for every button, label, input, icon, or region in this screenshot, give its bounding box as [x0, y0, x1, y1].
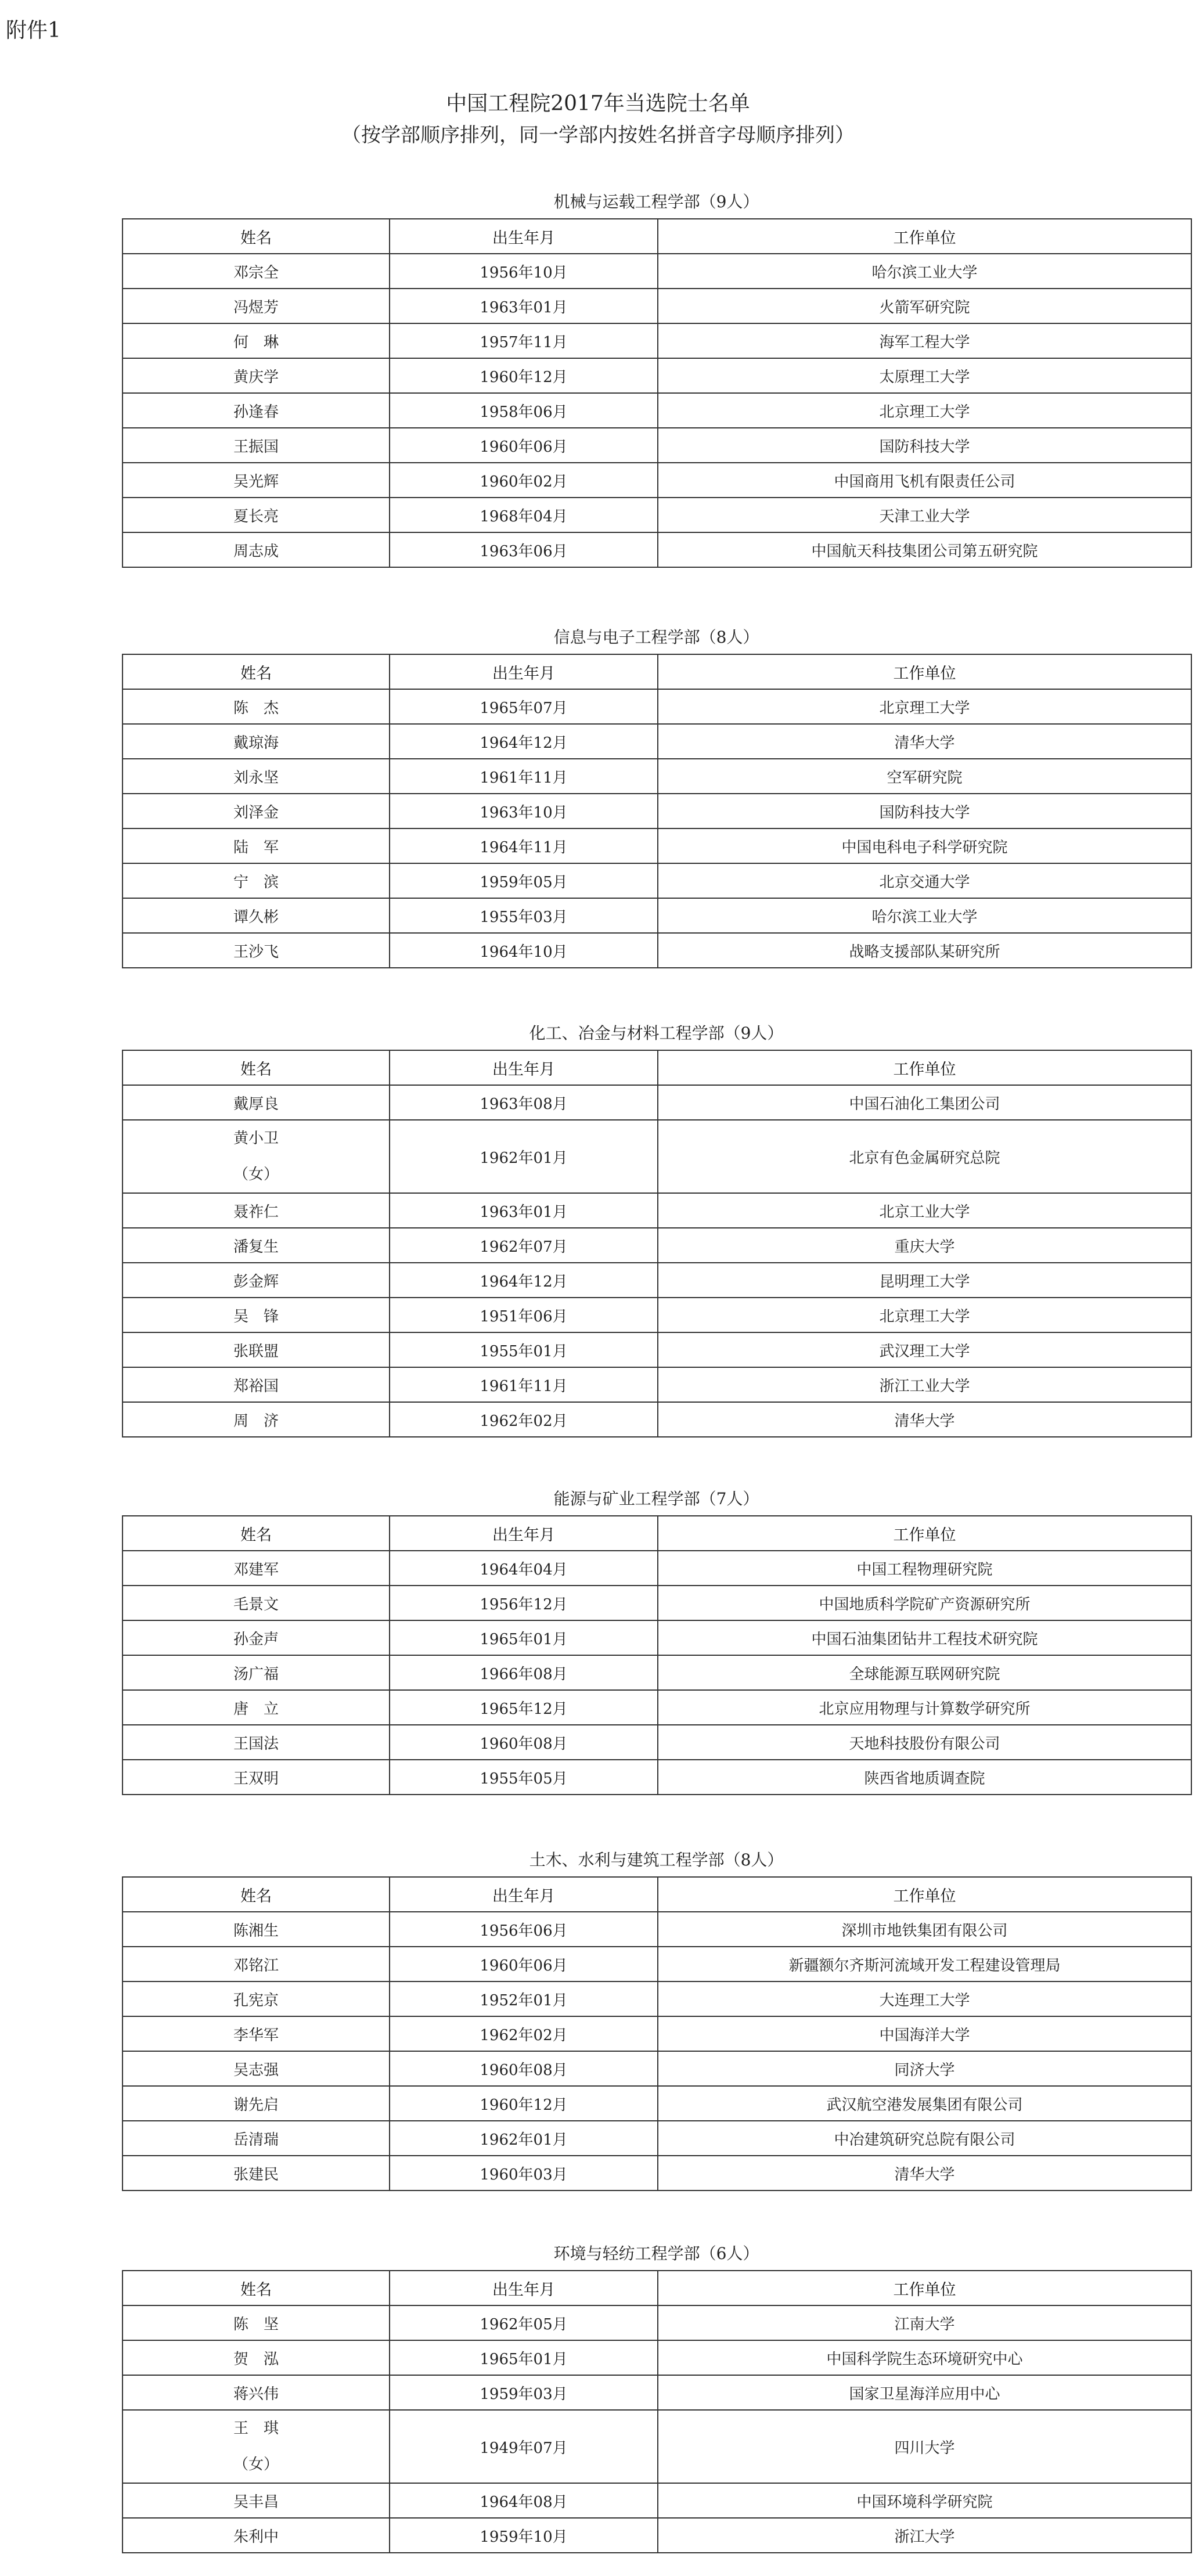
member-work-unit: 中国科学院生态环境研究中心: [658, 2340, 1191, 2375]
member-name: 岳清瑞: [123, 2121, 390, 2156]
member-name: 贺 泓: [123, 2340, 390, 2375]
table-row: [123, 1947, 1191, 1981]
member-name-text: 王 琪: [233, 2420, 279, 2437]
member-work-unit: 中国商用飞机有限责任公司: [658, 463, 1191, 498]
member-work-unit: 中国石油集团钻井工程技术研究院: [658, 1620, 1191, 1655]
table-row: [123, 393, 1191, 428]
member-birth-date: 1964年11月: [390, 828, 658, 863]
member-birth-date: 1962年07月: [390, 1228, 658, 1263]
member-table: [122, 2270, 1192, 2553]
member-birth-date: 1961年11月: [390, 759, 658, 794]
column-header-name: 姓名: [123, 1877, 390, 1912]
member-name: 戴厚良: [123, 1085, 390, 1120]
table-row: [123, 863, 1191, 898]
member-work-unit: 战略支援部队某研究所: [658, 933, 1191, 968]
member-work-unit: 重庆大学: [658, 1228, 1191, 1263]
member-name: [123, 2410, 390, 2483]
table-row: [123, 933, 1191, 968]
column-header-name: 姓名: [123, 654, 390, 689]
member-birth-date: 1960年08月: [390, 2051, 658, 2086]
member-name: 何 琳: [123, 323, 390, 358]
table-row: [123, 2483, 1191, 2518]
member-birth-date: 1960年12月: [390, 358, 658, 393]
table-header-row: [123, 1516, 1191, 1551]
member-name: 周志成: [123, 532, 390, 567]
table-header-row: [123, 219, 1191, 254]
member-work-unit: 哈尔滨工业大学: [658, 898, 1191, 933]
table-row: [123, 2051, 1191, 2086]
member-table: [122, 218, 1192, 568]
member-birth-date: 1960年08月: [390, 1725, 658, 1760]
member-birth-date: 1964年08月: [390, 2483, 658, 2518]
member-work-unit: 陕西省地质调查院: [658, 1760, 1191, 1795]
member-name: [123, 1120, 390, 1193]
member-birth-date: 1951年06月: [390, 1298, 658, 1332]
member-name: 刘永坚: [123, 759, 390, 794]
member-birth-date: 1952年01月: [390, 1981, 658, 2016]
column-header-name: 姓名: [123, 1050, 390, 1085]
column-header-unit: 工作单位: [658, 1877, 1191, 1912]
table-row: [123, 254, 1191, 289]
column-header-birth: 出生年月: [390, 1516, 658, 1551]
member-work-unit: 北京交通大学: [658, 863, 1191, 898]
table-row: [123, 1655, 1191, 1690]
member-work-unit: 中国工程物理研究院: [658, 1551, 1191, 1586]
table-row: [123, 828, 1191, 863]
table-row: [123, 724, 1191, 759]
member-birth-date: 1964年04月: [390, 1551, 658, 1586]
member-name: 陈 坚: [123, 2305, 390, 2340]
member-work-unit: 北京理工大学: [658, 689, 1191, 724]
member-name: 吴光辉: [123, 463, 390, 498]
table-row: [123, 1263, 1191, 1298]
member-name: 王双明: [123, 1760, 390, 1795]
member-work-unit: 海军工程大学: [658, 323, 1191, 358]
member-name: 陆 军: [123, 828, 390, 863]
column-header-unit: 工作单位: [658, 1050, 1191, 1085]
member-name: 李华军: [123, 2016, 390, 2051]
member-birth-date: 1964年10月: [390, 933, 658, 968]
section-title: 土木、水利与建筑工程学部（8人）: [529, 1850, 784, 1869]
member-birth-date: 1968年04月: [390, 498, 658, 532]
table-row: [123, 1193, 1191, 1228]
member-birth-date: 1955年01月: [390, 1332, 658, 1367]
member-birth-date: 1964年12月: [390, 1263, 658, 1298]
member-name: 黄庆学: [123, 358, 390, 393]
member-name: 毛景文: [123, 1586, 390, 1620]
member-work-unit: 中国电科电子科学研究院: [658, 828, 1191, 863]
table-row: [123, 2518, 1191, 2553]
table-row: [123, 2086, 1191, 2121]
member-work-unit: 中国海洋大学: [658, 2016, 1191, 2051]
section-title: 环境与轻纺工程学部（6人）: [553, 2244, 759, 2263]
table-row: [123, 1402, 1191, 1437]
member-name: 谭久彬: [123, 898, 390, 933]
column-header-birth: 出生年月: [390, 1877, 658, 1912]
member-work-unit: 中国石油化工集团公司: [658, 1085, 1191, 1120]
member-work-unit: 武汉航空港发展集团有限公司: [658, 2086, 1191, 2121]
column-header-name: 姓名: [123, 219, 390, 254]
table-row: [123, 463, 1191, 498]
table-header-row: [123, 654, 1191, 689]
member-work-unit: 大连理工大学: [658, 1981, 1191, 2016]
table-row: [123, 1332, 1191, 1367]
table-row: [123, 1725, 1191, 1760]
member-name: 冯煜芳: [123, 289, 390, 323]
member-birth-date: 1959年10月: [390, 2518, 658, 2553]
table-row: [123, 1586, 1191, 1620]
section-2: [122, 1017, 1191, 1437]
member-work-unit: 江南大学: [658, 2305, 1191, 2340]
member-table: [122, 1050, 1192, 1437]
member-name: 郑裕国: [123, 1367, 390, 1402]
member-name: 王沙飞: [123, 933, 390, 968]
table-row: [123, 1367, 1191, 1402]
member-name: 潘复生: [123, 1228, 390, 1263]
page-subtitle: （按学部顺序排列，同一学部内按姓名拼音字母顺序排列）: [341, 124, 855, 147]
page-title: 中国工程院2017年当选院士名单: [446, 92, 750, 116]
member-name: 陈 杰: [123, 689, 390, 724]
member-birth-date: 1960年12月: [390, 2086, 658, 2121]
table-row: [123, 1620, 1191, 1655]
section-4: [122, 1844, 1191, 2191]
member-name: 谢先启: [123, 2086, 390, 2121]
section-title: 能源与矿业工程学部（7人）: [553, 1489, 759, 1508]
member-birth-date: 1959年03月: [390, 2375, 658, 2410]
member-work-unit: 中国航天科技集团公司第五研究院: [658, 532, 1191, 567]
member-birth-date: 1962年02月: [390, 1402, 658, 1437]
member-work-unit: 同济大学: [658, 2051, 1191, 2086]
member-name: 聂祚仁: [123, 1193, 390, 1228]
member-work-unit: 空军研究院: [658, 759, 1191, 794]
section-1: [122, 621, 1191, 968]
member-work-unit: 中冶建筑研究总院有限公司: [658, 2121, 1191, 2156]
table-row: [123, 2156, 1191, 2190]
member-name: 吴丰昌: [123, 2483, 390, 2518]
member-birth-date: 1963年01月: [390, 1193, 658, 1228]
member-gender-note: （女）: [233, 1166, 279, 1183]
table-row: [123, 1551, 1191, 1586]
column-header-unit: 工作单位: [658, 654, 1191, 689]
member-work-unit: 浙江大学: [658, 2518, 1191, 2553]
member-work-unit: 北京理工大学: [658, 1298, 1191, 1332]
member-name: 彭金辉: [123, 1263, 390, 1298]
column-header-birth: 出生年月: [390, 219, 658, 254]
member-work-unit: 清华大学: [658, 724, 1191, 759]
member-birth-date: 1956年10月: [390, 254, 658, 289]
table-row: [123, 323, 1191, 358]
member-work-unit: 昆明理工大学: [658, 1263, 1191, 1298]
member-work-unit: 国防科技大学: [658, 428, 1191, 463]
member-name: 邓建军: [123, 1551, 390, 1586]
member-work-unit: 国家卫星海洋应用中心: [658, 2375, 1191, 2410]
member-name: 刘泽金: [123, 794, 390, 828]
column-header-birth: 出生年月: [390, 1050, 658, 1085]
table-row: [123, 1298, 1191, 1332]
table-row: [123, 794, 1191, 828]
table-row: [123, 428, 1191, 463]
member-name: 邓宗全: [123, 254, 390, 289]
member-birth-date: 1964年12月: [390, 724, 658, 759]
member-work-unit: 浙江工业大学: [658, 1367, 1191, 1402]
member-birth-date: 1962年01月: [390, 2121, 658, 2156]
column-header-unit: 工作单位: [658, 1516, 1191, 1551]
member-name: 吴 锋: [123, 1298, 390, 1332]
member-name: 陈湘生: [123, 1912, 390, 1947]
member-birth-date: 1960年06月: [390, 1947, 658, 1981]
member-name-text: 黄小卫: [233, 1130, 279, 1147]
table-row: [123, 532, 1191, 567]
section-title: 信息与电子工程学部（8人）: [553, 628, 759, 647]
member-work-unit: 北京应用物理与计算数学研究所: [658, 1690, 1191, 1725]
member-name: 吴志强: [123, 2051, 390, 2086]
member-birth-date: 1956年06月: [390, 1912, 658, 1947]
section-5: [122, 2238, 1191, 2553]
member-name: 朱利中: [123, 2518, 390, 2553]
member-birth-date: 1956年12月: [390, 1586, 658, 1620]
member-birth-date: 1965年01月: [390, 1620, 658, 1655]
table-row: [123, 358, 1191, 393]
member-birth-date: 1958年06月: [390, 393, 658, 428]
table-header-row: [123, 1877, 1191, 1912]
member-birth-date: 1955年05月: [390, 1760, 658, 1795]
table-row: [123, 759, 1191, 794]
table-row: [123, 1085, 1191, 1120]
column-header-name: 姓名: [123, 2271, 390, 2305]
member-birth-date: 1961年11月: [390, 1367, 658, 1402]
section-0: [122, 186, 1191, 568]
attachment-label: 附件1: [6, 19, 61, 42]
member-table: [122, 1515, 1192, 1795]
member-birth-date: 1959年05月: [390, 863, 658, 898]
section-3: [122, 1483, 1191, 1795]
section-title: 化工、冶金与材料工程学部（9人）: [529, 1024, 784, 1043]
member-work-unit: 哈尔滨工业大学: [658, 254, 1191, 289]
member-work-unit: 北京有色金属研究总院: [658, 1120, 1191, 1193]
member-work-unit: 国防科技大学: [658, 794, 1191, 828]
member-gender-note: （女）: [233, 2456, 279, 2473]
table-row: [123, 1912, 1191, 1947]
member-birth-date: 1966年08月: [390, 1655, 658, 1690]
table-row: [123, 498, 1191, 532]
column-header-birth: 出生年月: [390, 2271, 658, 2305]
member-birth-date: 1949年07月: [390, 2410, 658, 2483]
member-birth-date: 1965年07月: [390, 689, 658, 724]
table-row: [123, 2340, 1191, 2375]
member-work-unit: 天地科技股份有限公司: [658, 1725, 1191, 1760]
member-birth-date: 1965年12月: [390, 1690, 658, 1725]
member-name: 戴琼海: [123, 724, 390, 759]
table-row: [123, 2375, 1191, 2410]
member-birth-date: 1965年01月: [390, 2340, 658, 2375]
member-work-unit: 清华大学: [658, 1402, 1191, 1437]
table-row: [123, 1228, 1191, 1263]
member-birth-date: 1963年01月: [390, 289, 658, 323]
member-work-unit: 新疆额尔齐斯河流域开发工程建设管理局: [658, 1947, 1191, 1981]
table-row: [123, 289, 1191, 323]
table-row: [123, 2016, 1191, 2051]
member-name: 王国法: [123, 1725, 390, 1760]
column-header-unit: 工作单位: [658, 2271, 1191, 2305]
member-name: 孔宪京: [123, 1981, 390, 2016]
member-name: 张建民: [123, 2156, 390, 2190]
table-row: [123, 2305, 1191, 2340]
table-row: [123, 1690, 1191, 1725]
member-work-unit: 全球能源互联网研究院: [658, 1655, 1191, 1690]
table-row: [123, 1120, 1191, 1193]
member-name: 王振国: [123, 428, 390, 463]
table-row: [123, 689, 1191, 724]
member-name: 宁 滨: [123, 863, 390, 898]
member-work-unit: 清华大学: [658, 2156, 1191, 2190]
table-row: [123, 2121, 1191, 2156]
table-header-row: [123, 1050, 1191, 1085]
member-name: 邓铭江: [123, 1947, 390, 1981]
member-name: 唐 立: [123, 1690, 390, 1725]
member-work-unit: 火箭军研究院: [658, 289, 1191, 323]
column-header-name: 姓名: [123, 1516, 390, 1551]
member-work-unit: 北京理工大学: [658, 393, 1191, 428]
member-work-unit: 武汉理工大学: [658, 1332, 1191, 1367]
member-work-unit: 四川大学: [658, 2410, 1191, 2483]
column-header-unit: 工作单位: [658, 219, 1191, 254]
member-name: 夏长亮: [123, 498, 390, 532]
member-birth-date: 1957年11月: [390, 323, 658, 358]
member-name: 周 济: [123, 1402, 390, 1437]
member-work-unit: 天津工业大学: [658, 498, 1191, 532]
member-name: 孙逢春: [123, 393, 390, 428]
member-birth-date: 1960年06月: [390, 428, 658, 463]
column-header-birth: 出生年月: [390, 654, 658, 689]
member-name: 汤广福: [123, 1655, 390, 1690]
member-name: 孙金声: [123, 1620, 390, 1655]
member-table: [122, 654, 1192, 968]
member-name: 张联盟: [123, 1332, 390, 1367]
section-title: 机械与运载工程学部（9人）: [553, 192, 759, 211]
member-birth-date: 1955年03月: [390, 898, 658, 933]
member-birth-date: 1963年06月: [390, 532, 658, 567]
member-birth-date: 1963年08月: [390, 1085, 658, 1120]
member-birth-date: 1962年01月: [390, 1120, 658, 1193]
table-row: [123, 898, 1191, 933]
member-work-unit: 北京工业大学: [658, 1193, 1191, 1228]
member-work-unit: 太原理工大学: [658, 358, 1191, 393]
member-birth-date: 1962年05月: [390, 2305, 658, 2340]
member-work-unit: 中国地质科学院矿产资源研究所: [658, 1586, 1191, 1620]
member-work-unit: 深圳市地铁集团有限公司: [658, 1912, 1191, 1947]
member-table: [122, 1876, 1192, 2191]
member-birth-date: 1962年02月: [390, 2016, 658, 2051]
member-birth-date: 1960年02月: [390, 463, 658, 498]
table-header-row: [123, 2271, 1191, 2305]
table-row: [123, 1760, 1191, 1795]
member-birth-date: 1963年10月: [390, 794, 658, 828]
table-row: [123, 2410, 1191, 2483]
table-row: [123, 1981, 1191, 2016]
member-work-unit: 中国环境科学研究院: [658, 2483, 1191, 2518]
member-birth-date: 1960年03月: [390, 2156, 658, 2190]
member-name: 蒋兴伟: [123, 2375, 390, 2410]
